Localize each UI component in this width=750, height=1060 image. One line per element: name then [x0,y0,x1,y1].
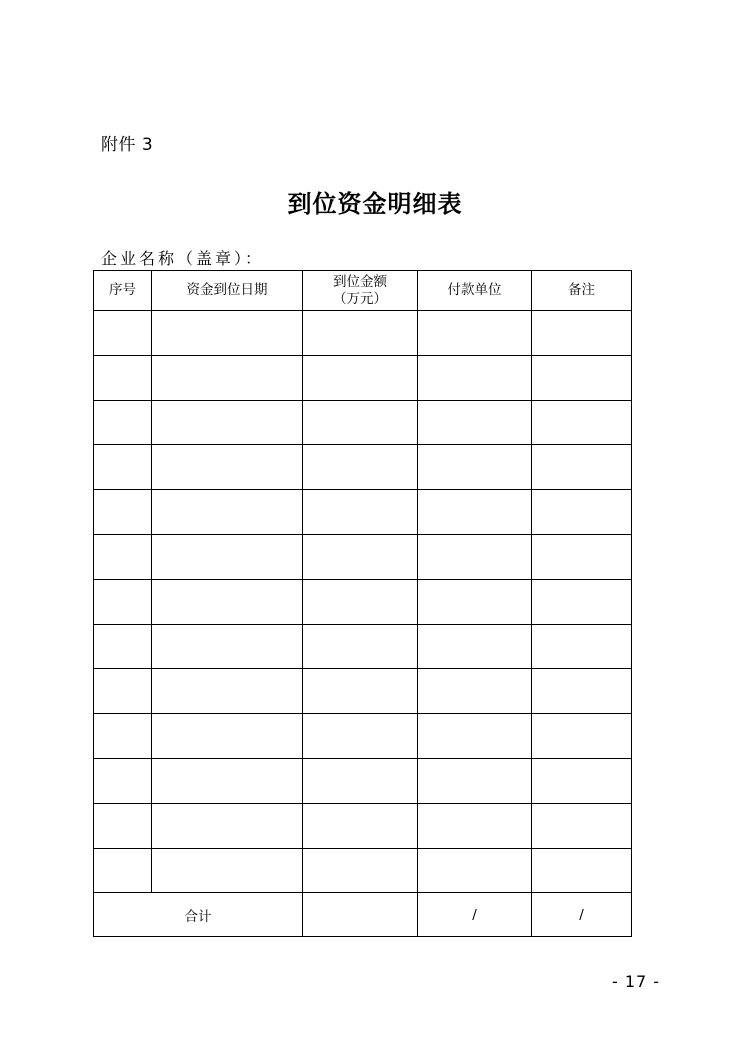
seq-cell [94,803,152,848]
remarks-cell [532,311,632,356]
table-header-row [94,271,632,311]
header-amount-line1: 到位金额 [333,273,387,290]
seq-cell [94,579,152,624]
header-seq: 序号 [94,271,152,311]
date-cell [152,848,303,893]
table-row [94,534,632,579]
remarks-cell [532,624,632,669]
amount-cell [303,311,418,356]
funds-detail-table [93,270,632,937]
header-amount [303,271,418,311]
remarks-cell [532,534,632,579]
total-label: 合计 [94,893,303,937]
company-name-label: 企业名称（盖章）： [101,249,265,268]
date-cell [152,803,303,848]
page-number: - 17 - [612,972,661,991]
date-cell [152,400,303,445]
remarks-cell [532,445,632,490]
total-payer-cell: / [418,893,532,937]
payer-cell [418,534,532,579]
amount-cell [303,355,418,400]
date-cell [152,758,303,803]
seq-cell [94,400,152,445]
amount-cell [303,445,418,490]
table-total-row [94,893,632,937]
remarks-cell [532,579,632,624]
total-amount-cell [303,893,418,937]
amount-cell [303,848,418,893]
seq-cell [94,624,152,669]
payer-cell [418,624,532,669]
payer-cell [418,400,532,445]
date-cell [152,355,303,400]
seq-cell [94,758,152,803]
header-amount-line2: （万元） [333,290,387,307]
amount-cell [303,534,418,579]
remarks-cell [532,848,632,893]
attachment-label: 附件 3 [101,135,154,155]
remarks-cell [532,803,632,848]
amount-cell [303,758,418,803]
amount-cell [303,624,418,669]
date-cell [152,490,303,535]
remarks-cell [532,400,632,445]
payer-cell [418,803,532,848]
seq-cell [94,355,152,400]
seq-cell [94,848,152,893]
remarks-cell [532,490,632,535]
date-cell [152,534,303,579]
seq-cell [94,311,152,356]
table-body [94,311,632,893]
seq-cell [94,534,152,579]
amount-cell [303,579,418,624]
remarks-cell [532,714,632,759]
payer-cell [418,490,532,535]
date-cell [152,311,303,356]
date-cell [152,669,303,714]
date-cell [152,579,303,624]
table-row [94,400,632,445]
header-remarks: 备注 [532,271,632,311]
payer-cell [418,579,532,624]
remarks-cell [532,669,632,714]
table-row [94,445,632,490]
payer-cell [418,355,532,400]
seq-cell [94,714,152,759]
table-row [94,311,632,356]
payer-cell [418,445,532,490]
seq-cell [94,445,152,490]
table-row [94,714,632,759]
remarks-cell [532,758,632,803]
table-row [94,579,632,624]
table-row [94,355,632,400]
table-row [94,490,632,535]
payer-cell [418,758,532,803]
remarks-cell [532,355,632,400]
payer-cell [418,714,532,759]
amount-cell [303,669,418,714]
document-title: 到位资金明细表 [287,189,463,218]
date-cell [152,714,303,759]
date-cell [152,624,303,669]
header-payer: 付款单位 [418,271,532,311]
table-row [94,803,632,848]
payer-cell [418,848,532,893]
date-cell [152,445,303,490]
seq-cell [94,490,152,535]
seq-cell [94,669,152,714]
table-row [94,624,632,669]
amount-cell [303,490,418,535]
table-row [94,669,632,714]
total-remarks-cell: / [532,893,632,937]
amount-cell [303,400,418,445]
table-row [94,758,632,803]
payer-cell [418,669,532,714]
payer-cell [418,311,532,356]
amount-cell [303,714,418,759]
header-date: 资金到位日期 [152,271,303,311]
table-row [94,848,632,893]
amount-cell [303,803,418,848]
